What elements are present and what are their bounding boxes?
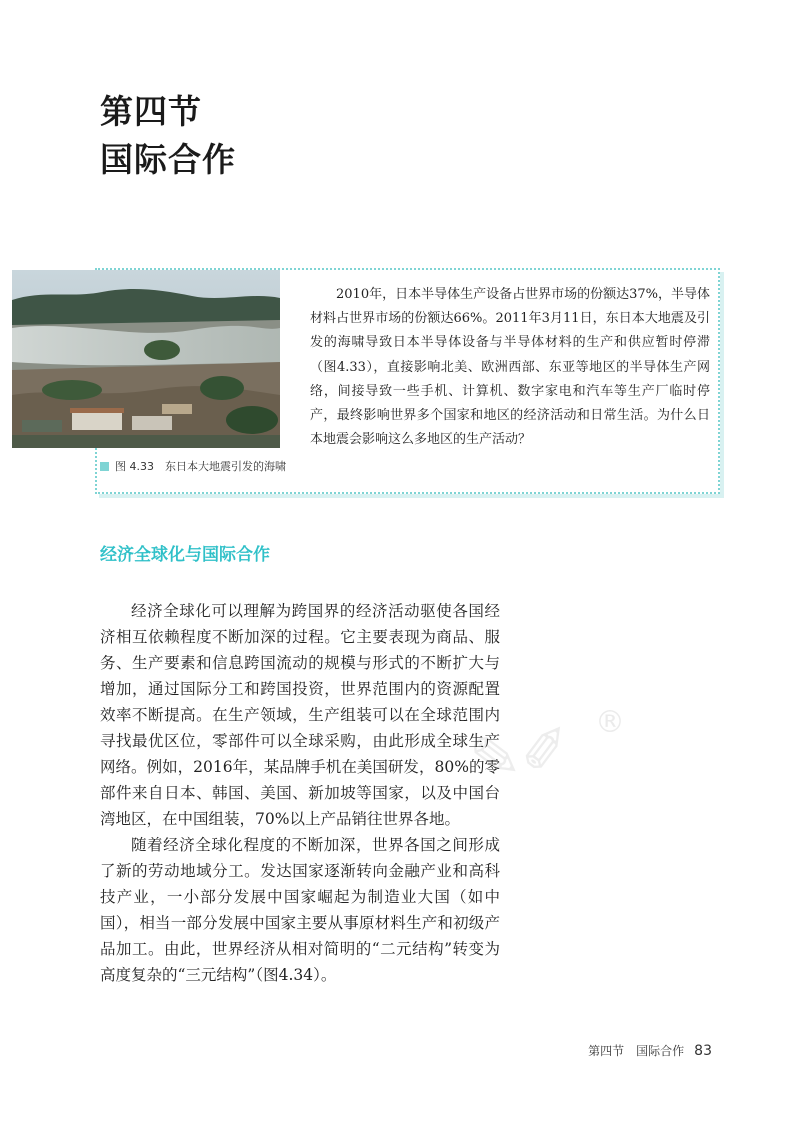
- body-text: [100, 598, 500, 988]
- section-heading: 经济全球化与国际合作: [100, 545, 270, 565]
- paragraph: 经济全球化可以理解为跨国界的经济活动驱使各国经济相互依赖程度不断加深的过程。它主要表现为商品、服务、生产要素和信息跨国流动的规模与形式的不断扩大与增加，通过国际分工和跨国投资，世界范围内的资源配置效率不断提高。在生产领域，生产组装可以在全球范围内寻找最优区位，零部件可以全球采购，由此形成全球生产网络。例如，2016年，某品牌手机在美国研发，80%的零部件来自日本、韩国、美国、新加坡等国家，以及中国台湾地区，在中国组装，70%以上产品销往世界各地。: [100, 602, 500, 828]
- section-name-title: 国际合作: [100, 140, 236, 179]
- tsunami-photo: [12, 270, 280, 448]
- watermark-logo: ✎✐: [465, 713, 575, 797]
- figure-caption: [100, 458, 290, 474]
- registered-mark-icon: ®: [595, 705, 625, 740]
- paragraph: 随着经济全球化程度的不断加深，世界各国之间形成了新的劳动地域分工。发达国家逐渐转向金融产业和高科技产业，一小部分发展中国家崛起为制造业大国（如中国），相当一部分发展中国家主要从事原材料生产和初级产品加工。由此，世界经济从相对简明的“二元结构”转变为高度复杂的“三元结构”（图4.34）。: [100, 836, 500, 984]
- section-number-title: 第四节: [100, 92, 202, 131]
- case-study-text: 2010年，日本半导体生产设备占世界市场的份额达37%，半导体材料占世界市场的份额达66%。2011年3月11日，东日本大地震及引发的海啸导致日本半导体设备与半导体材料的生产和供应暂时停滞（图4.33），直接影响北美、欧洲西部、东亚等地区的半导体生产网络，间接导致一些手机、计算机、数字家电和汽车等生产厂临时停产，最终影响世界多个国家和地区的经济活动和日常生活。为什么日本地震会影响这么多地区的生产活动？: [310, 287, 710, 448]
- caption-marker-icon: [100, 462, 109, 471]
- page-title: [100, 88, 236, 184]
- footer-section-label: 第四节 国际合作: [588, 1044, 685, 1058]
- page-footer: [588, 1042, 712, 1059]
- caption-text: 图 4.33 东日本大地震引发的海啸: [115, 460, 286, 473]
- page-number: 83: [694, 1043, 712, 1059]
